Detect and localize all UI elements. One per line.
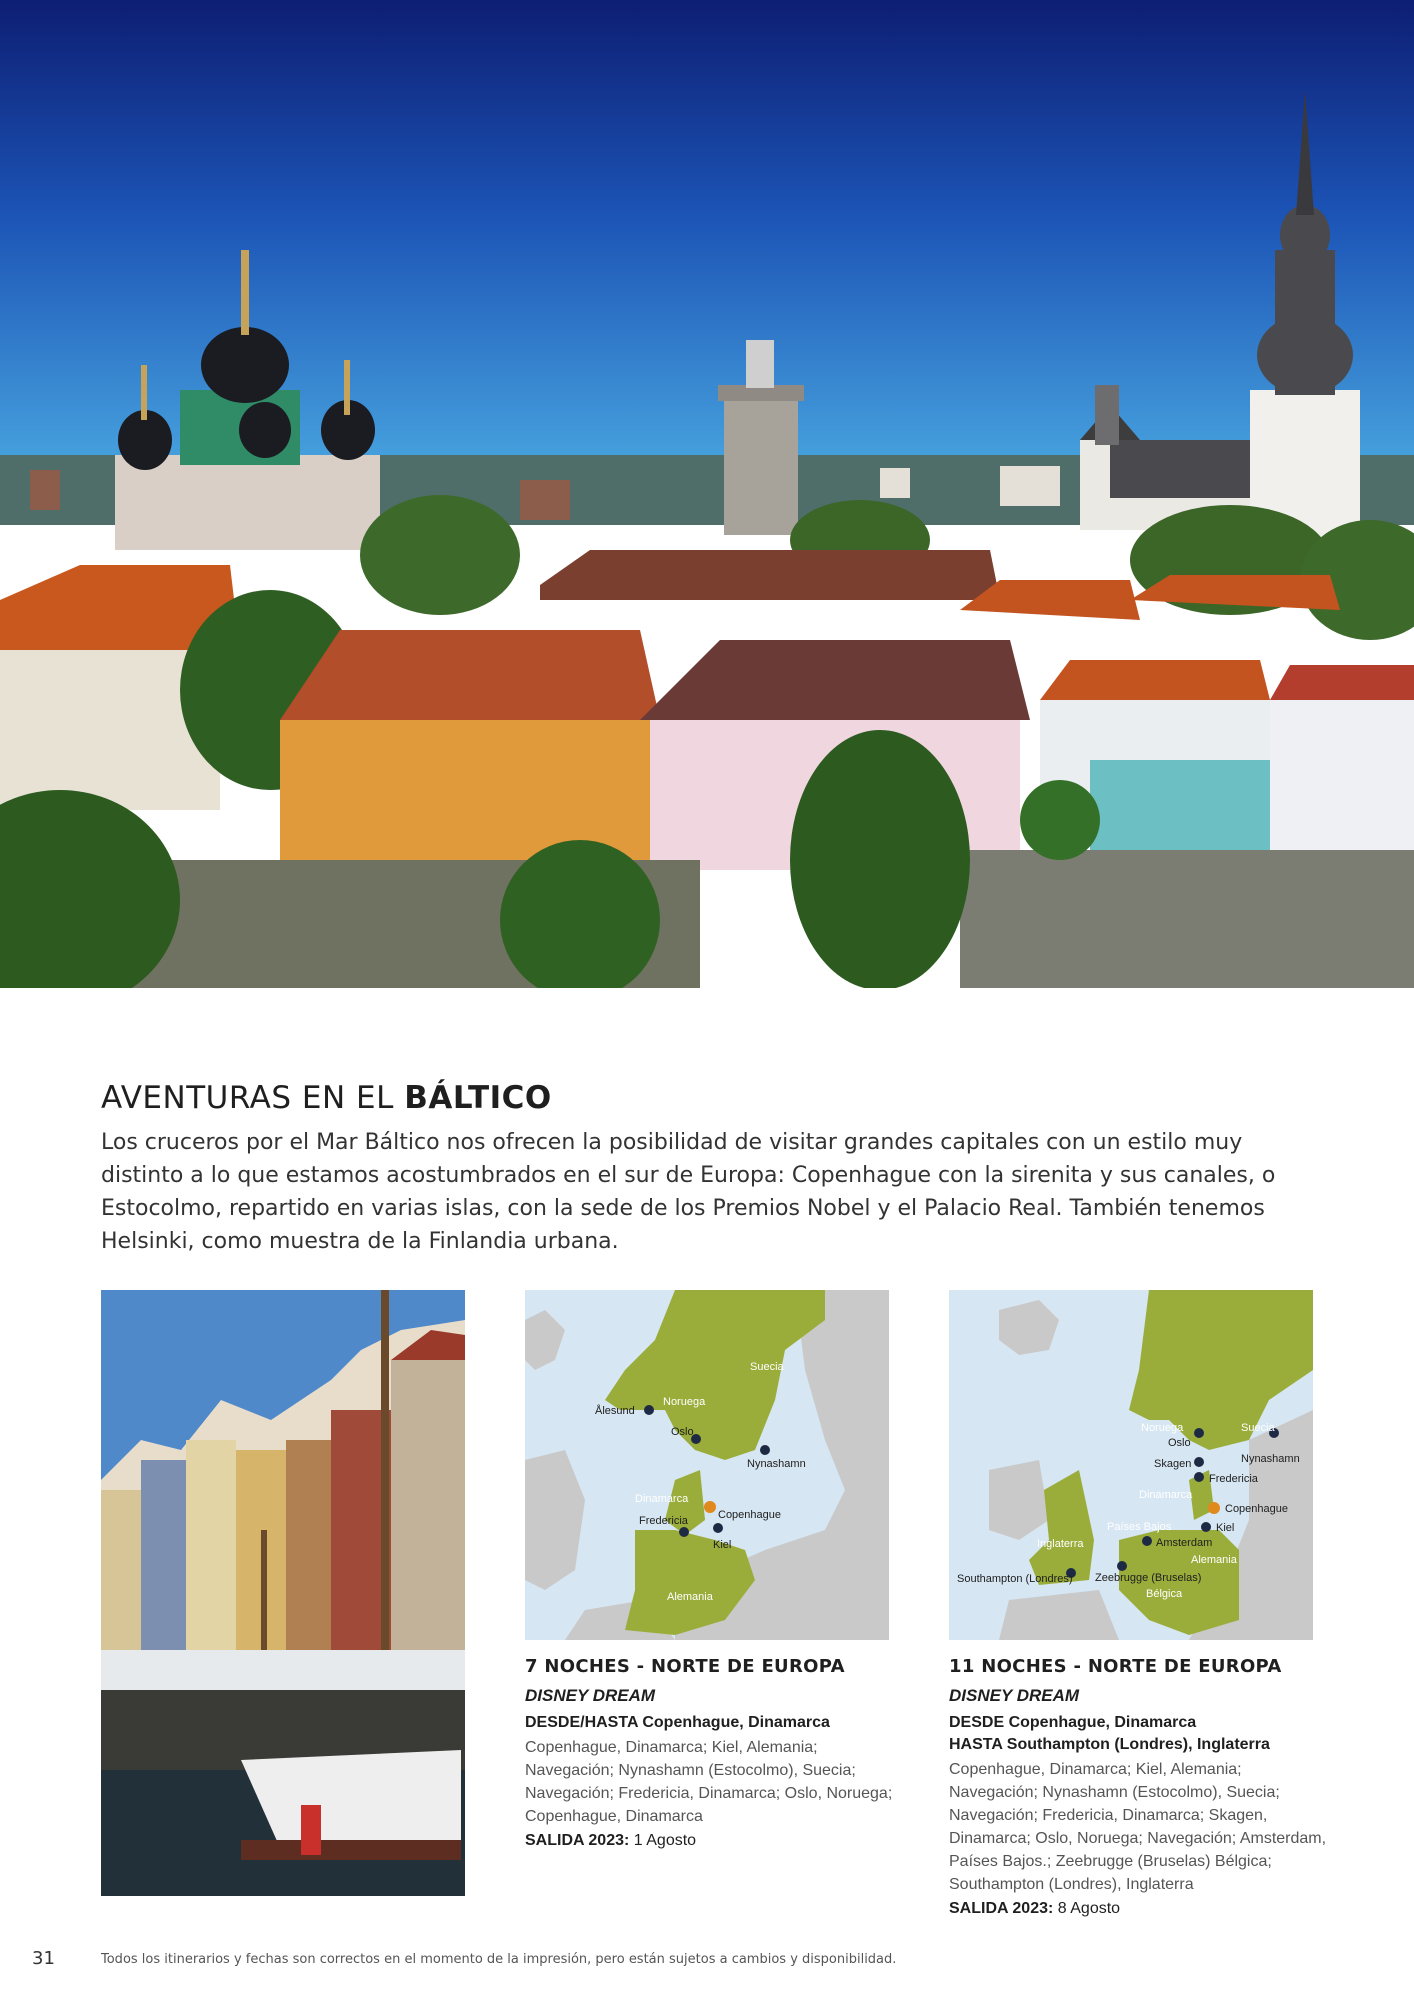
title-regular: AVENTURAS EN EL: [101, 1080, 394, 1116]
label-fredericia: Fredericia: [639, 1515, 688, 1527]
label-alesund: Ålesund: [595, 1405, 635, 1417]
label-oslo: Oslo: [671, 1426, 694, 1438]
port-dot-nynashamn: [760, 1445, 770, 1455]
port-dot-oslo: [1194, 1428, 1204, 1438]
itinerary-11-noches: [949, 1656, 1329, 1918]
hero-illustration: [0, 0, 1414, 988]
label-kiel: Kiel: [1216, 1522, 1235, 1534]
label-inglaterra: Inglaterra: [1037, 1538, 1084, 1550]
label-noruega: Noruega: [663, 1396, 706, 1408]
port-line: DESDE/HASTA Copenhague, Dinamarca: [525, 1714, 830, 1731]
mickey-marker-icon: [1208, 1502, 1220, 1514]
hero-photo-tallinn: [0, 0, 1414, 988]
route-text: Copenhague, Dinamarca; Kiel, Alemania; Navegación; Nynashamn (Estocolmo), Suecia; Navegación; Fredericia, Dinamarca; Oslo, Noruega; Copenhague, Dinamarca: [525, 1739, 893, 1825]
footnote: Todos los itinerarios y fechas son correctos en el momento de la impresión, pero están sujetos a cambios y disponibilidad.: [101, 1952, 897, 1967]
nyhavn-illustration: [101, 1290, 465, 1896]
label-skagen: Skagen: [1154, 1458, 1192, 1470]
intro-section: [101, 1080, 1321, 1258]
label-suecia: Suecia: [1241, 1422, 1275, 1434]
label-amsterdam: Amsterdam: [1156, 1537, 1213, 1549]
label-southampton: Southampton (Londres): [957, 1573, 1073, 1585]
itinerary-heading: 11 NOCHES - NORTE DE EUROPA: [949, 1656, 1282, 1677]
mickey-marker-icon: [704, 1501, 716, 1513]
port-dot-zeebrugge: [1117, 1561, 1127, 1571]
port-dot-fredericia: [1194, 1472, 1204, 1482]
label-alemania: Alemania: [1191, 1554, 1237, 1566]
port-dot-kiel: [713, 1523, 723, 1533]
departure-line: [949, 1900, 1329, 1918]
label-copenhague: Copenhague: [718, 1509, 782, 1521]
map-7-noches: [525, 1290, 889, 1640]
ship-name: DISNEY DREAM: [949, 1686, 1080, 1705]
itinerary-heading: 7 NOCHES - NORTE DE EUROPA: [525, 1656, 845, 1677]
intro-paragraph: Los cruceros por el Mar Báltico nos ofrecen la posibilidad de visitar grandes capitales con un estilo muy distinto a lo que estamos acostumbrados en el sur de Europa: Copenhague con la sirenita y sus canales, o Estocolmo, repartido en varias islas, con la sede de los Premios Nobel y el Palacio Real. También tenemos Helsinki, como muestra de la Finlandia urbana.: [101, 1130, 1276, 1254]
port-line-from: DESDE Copenhague, Dinamarca: [949, 1714, 1197, 1731]
label-dinamarca: Dinamarca: [635, 1493, 689, 1505]
section-title: [101, 1080, 1321, 1116]
departure-value: 1 Agosto: [633, 1832, 697, 1849]
label-zeebrugge: Zeebrugge (Bruselas): [1095, 1572, 1202, 1584]
map-11-noches-svg: [949, 1290, 1313, 1640]
map-7-noches-svg: [525, 1290, 889, 1640]
label-copenhague: Copenhague: [1225, 1503, 1289, 1515]
port-dot-alesund: [644, 1405, 654, 1415]
label-oslo: Oslo: [1168, 1437, 1191, 1449]
label-nynashamn: Nynashamn: [747, 1458, 806, 1470]
departure-label: SALIDA 2023:: [949, 1900, 1054, 1917]
route-text: Copenhague, Dinamarca; Kiel, Alemania; Navegación; Nynashamn (Estocolmo), Suecia; Navegación; Fredericia, Dinamarca; Skagen, Dinamarca; Oslo, Noruega; Navegación; Amsterdam, Países Bajos.; Zeebrugge (Bruselas) Bélgica; Southampton (Londres), Inglaterra: [949, 1761, 1327, 1893]
port-line-to: HASTA Southampton (Londres), Inglaterra: [949, 1736, 1270, 1753]
label-nynashamn: Nynashamn: [1241, 1453, 1300, 1465]
port-dot-kiel: [1201, 1522, 1211, 1532]
label-alemania: Alemania: [667, 1591, 713, 1603]
label-fredericia: Fredericia: [1209, 1473, 1258, 1485]
label-belgica: Bélgica: [1146, 1588, 1183, 1600]
label-paises-bajos: Países Bajos: [1107, 1521, 1172, 1533]
map-11-noches: [949, 1290, 1313, 1640]
label-kiel: Kiel: [713, 1539, 732, 1551]
departure-label: SALIDA 2023:: [525, 1832, 630, 1849]
label-suecia: Suecia: [750, 1361, 784, 1373]
title-bold: BÁLTICO: [404, 1080, 552, 1116]
label-noruega: Noruega: [1141, 1422, 1184, 1434]
departure-value: 8 Agosto: [1057, 1900, 1121, 1917]
nyhavn-photo: [101, 1290, 465, 1896]
ship-name: DISNEY DREAM: [525, 1686, 656, 1705]
itinerary-7-noches: [525, 1656, 905, 1850]
port-dot-amsterdam: [1142, 1536, 1152, 1546]
port-dot-fredericia: [679, 1527, 689, 1537]
port-dot-skagen: [1194, 1457, 1204, 1467]
label-dinamarca: Dinamarca: [1139, 1489, 1193, 1501]
departure-line: [525, 1832, 905, 1850]
page-number: 31: [32, 1948, 55, 1969]
